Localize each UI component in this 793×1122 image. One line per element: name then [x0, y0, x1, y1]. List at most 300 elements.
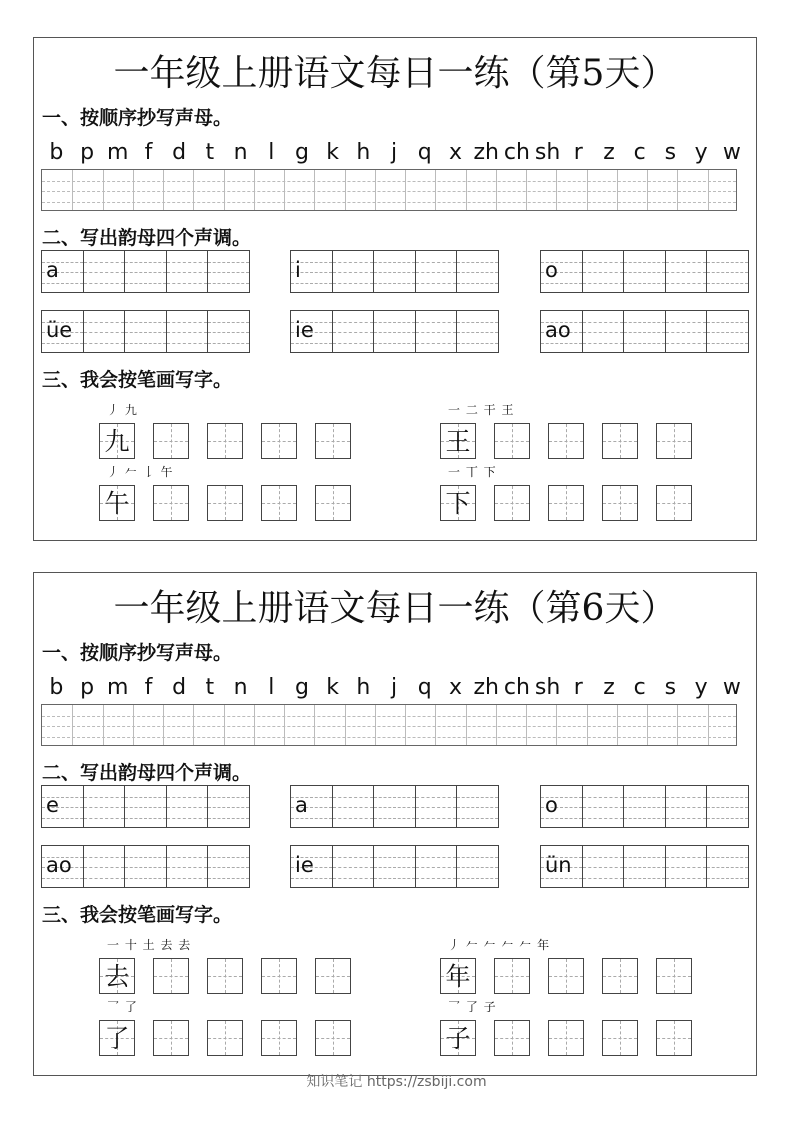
- grid-column-line: [345, 170, 346, 210]
- grid-column-line: [375, 170, 376, 210]
- grid-column-line: [224, 170, 225, 210]
- cell-guide-line: [416, 857, 457, 858]
- tone-writing-cell[interactable]: [541, 846, 582, 887]
- cell-guide-line: [333, 283, 374, 284]
- cell-guide-line: [125, 867, 166, 868]
- grid-column-line: [587, 170, 588, 210]
- box-guide-vertical: [512, 486, 513, 520]
- tone-writing-cell[interactable]: [83, 251, 125, 292]
- practice-character-box[interactable]: [494, 1020, 530, 1056]
- cell-guide-line: [707, 262, 748, 263]
- grid-column-line: [133, 170, 134, 210]
- practice-character-box[interactable]: [261, 1020, 297, 1056]
- initials-row: [41, 673, 747, 703]
- cell-guide-line: [666, 343, 707, 344]
- practice-character-box[interactable]: [153, 423, 189, 459]
- box-guide-vertical: [512, 424, 513, 458]
- grid-column-line: [526, 170, 527, 210]
- cell-guide-line: [457, 878, 498, 879]
- grid-column-line: [72, 170, 73, 210]
- cell-guide-line: [333, 797, 374, 798]
- cell-guide-line: [707, 857, 748, 858]
- stroke-order-sequence: 丿 𠂉 𠄌 午: [107, 465, 174, 479]
- cell-guide-line: [416, 262, 457, 263]
- initial-letter: g: [294, 140, 309, 165]
- vowel-label: o: [545, 793, 558, 817]
- vowel-tone-box[interactable]: [290, 785, 499, 828]
- grid-column-line: [193, 170, 194, 210]
- grid-guide-line: [42, 191, 736, 192]
- box-guide-vertical: [279, 1021, 280, 1055]
- section-heading-stroke-writing: 三、我会按笔画写字。: [42, 904, 233, 926]
- cell-guide-line: [208, 807, 249, 808]
- cell-guide-line: [457, 283, 498, 284]
- cell-guide-line: [666, 283, 707, 284]
- tone-writing-cell[interactable]: [42, 251, 83, 292]
- initial-letter: n: [233, 140, 248, 165]
- tone-writing-cell[interactable]: [665, 786, 707, 827]
- grid-column-line: [677, 705, 678, 745]
- vowel-tone-box[interactable]: [540, 250, 749, 293]
- box-guide-vertical: [512, 1021, 513, 1055]
- cell-guide-line: [84, 867, 125, 868]
- grid-column-line: [435, 705, 436, 745]
- practice-character-box[interactable]: [602, 1020, 638, 1056]
- cell-guide-line: [583, 322, 624, 323]
- cell-guide-line: [707, 322, 748, 323]
- cell-guide-line: [416, 272, 457, 273]
- initial-letter: r: [573, 675, 583, 700]
- practice-character-box[interactable]: [494, 958, 530, 994]
- tone-writing-cell[interactable]: [582, 786, 624, 827]
- tone-writing-cell[interactable]: [541, 311, 582, 352]
- grid-column-line: [103, 705, 104, 745]
- tone-writing-cell[interactable]: [83, 786, 125, 827]
- cell-guide-line: [167, 818, 208, 819]
- practice-character-box[interactable]: [153, 1020, 189, 1056]
- cell-guide-line: [457, 857, 498, 858]
- tone-writing-cell[interactable]: [166, 846, 208, 887]
- cell-guide-line: [416, 332, 457, 333]
- cell-guide-line: [167, 867, 208, 868]
- cell-guide-line: [707, 867, 748, 868]
- practice-character-box[interactable]: [153, 958, 189, 994]
- tone-writing-cell[interactable]: [332, 846, 374, 887]
- initial-letter: b: [49, 675, 64, 700]
- tone-writing-cell[interactable]: [623, 786, 665, 827]
- cell-guide-line: [583, 857, 624, 858]
- initial-letter: y: [694, 675, 708, 700]
- cell-guide-line: [167, 332, 208, 333]
- cell-guide-line: [416, 322, 457, 323]
- initial-letter: h: [356, 140, 371, 165]
- practice-character-box[interactable]: [656, 1020, 692, 1056]
- box-guide-vertical: [566, 959, 567, 993]
- vowel-label: ie: [295, 318, 314, 342]
- cell-guide-line: [125, 332, 166, 333]
- grid-column-line: [466, 170, 467, 210]
- grid-column-line: [163, 705, 164, 745]
- tone-writing-cell[interactable]: [332, 311, 374, 352]
- tone-writing-cell[interactable]: [291, 311, 332, 352]
- practice-character-box[interactable]: [207, 1020, 243, 1056]
- grid-guide-line: [42, 726, 736, 727]
- vowel-tone-box[interactable]: [41, 785, 250, 828]
- cell-guide-line: [125, 807, 166, 808]
- box-guide-vertical: [333, 1021, 334, 1055]
- tone-writing-cell[interactable]: [373, 251, 415, 292]
- vowel-tone-box[interactable]: [41, 310, 250, 353]
- initial-letter: l: [268, 140, 275, 165]
- tone-writing-cell[interactable]: [291, 251, 332, 292]
- cell-guide-line: [457, 332, 498, 333]
- tone-writing-cell[interactable]: [124, 786, 166, 827]
- cell-guide-line: [583, 272, 624, 273]
- cell-guide-line: [416, 797, 457, 798]
- box-guide-vertical: [674, 486, 675, 520]
- practice-character-box[interactable]: [315, 1020, 351, 1056]
- tone-writing-cell[interactable]: [582, 846, 624, 887]
- box-guide-vertical: [566, 424, 567, 458]
- cell-guide-line: [333, 272, 374, 273]
- grid-column-line: [284, 705, 285, 745]
- cell-guide-line: [333, 262, 374, 263]
- initial-letter: p: [80, 140, 95, 165]
- initial-letter: z: [603, 675, 615, 700]
- box-guide-vertical: [512, 959, 513, 993]
- box-guide-vertical: [566, 486, 567, 520]
- tone-writing-cell[interactable]: [42, 311, 83, 352]
- box-guide-vertical: [171, 486, 172, 520]
- initial-letter: l: [268, 675, 275, 700]
- tone-writing-cell[interactable]: [124, 311, 166, 352]
- box-guide-vertical: [620, 486, 621, 520]
- tone-writing-cell[interactable]: [623, 311, 665, 352]
- vowel-tone-box[interactable]: [540, 310, 749, 353]
- practice-character-box[interactable]: [261, 958, 297, 994]
- practice-character-box[interactable]: [207, 958, 243, 994]
- cell-guide-line: [333, 343, 374, 344]
- cell-guide-line: [125, 818, 166, 819]
- practice-character-box[interactable]: [602, 485, 638, 521]
- cell-guide-line: [416, 818, 457, 819]
- grid-column-line: [133, 705, 134, 745]
- model-character: 年: [445, 962, 471, 991]
- cell-guide-line: [624, 343, 665, 344]
- practice-character-box[interactable]: [656, 485, 692, 521]
- tone-writing-cell[interactable]: [207, 251, 249, 292]
- grid-column-line: [345, 705, 346, 745]
- tone-writing-cell[interactable]: [665, 251, 707, 292]
- cell-guide-line: [707, 332, 748, 333]
- initial-letter: m: [107, 675, 129, 700]
- vowel-label: o: [545, 258, 558, 282]
- cell-guide-line: [333, 867, 374, 868]
- tone-writing-cell[interactable]: [415, 311, 457, 352]
- footer-watermark: 知识笔记 https://zsbiji.com: [306, 1074, 487, 1090]
- stroke-order-sequence: 丿 𠂉 𠂉 𠂉 𠂉 年: [448, 938, 551, 952]
- practice-character-box[interactable]: [207, 423, 243, 459]
- grid-column-line: [617, 705, 618, 745]
- tone-writing-cell[interactable]: [291, 786, 332, 827]
- cell-guide-line: [666, 878, 707, 879]
- cell-guide-line: [457, 818, 498, 819]
- cell-guide-line: [624, 283, 665, 284]
- tone-writing-cell[interactable]: [124, 251, 166, 292]
- grid-column-line: [466, 705, 467, 745]
- cell-guide-line: [374, 878, 415, 879]
- cell-guide-line: [624, 272, 665, 273]
- cell-guide-line: [84, 878, 125, 879]
- cell-guide-line: [457, 797, 498, 798]
- tone-writing-cell[interactable]: [42, 846, 83, 887]
- grid-column-line: [163, 170, 164, 210]
- cell-guide-line: [707, 807, 748, 808]
- tone-writing-cell[interactable]: [706, 251, 748, 292]
- box-guide-vertical: [566, 1021, 567, 1055]
- cell-guide-line: [333, 807, 374, 808]
- cell-guide-line: [125, 262, 166, 263]
- cell-guide-line: [707, 283, 748, 284]
- box-guide-vertical: [279, 486, 280, 520]
- initials-copy-grid[interactable]: [41, 704, 737, 746]
- cell-guide-line: [666, 322, 707, 323]
- vowel-label: ie: [295, 853, 314, 877]
- initial-letter: w: [722, 140, 741, 165]
- model-character-box: [440, 1020, 476, 1056]
- initial-letter: p: [80, 675, 95, 700]
- cell-guide-line: [374, 807, 415, 808]
- initial-letter: n: [233, 675, 248, 700]
- initial-letter: q: [417, 675, 432, 700]
- tone-writing-cell[interactable]: [124, 846, 166, 887]
- grid-column-line: [677, 170, 678, 210]
- vowel-tone-box[interactable]: [41, 845, 250, 888]
- practice-character-box[interactable]: [602, 958, 638, 994]
- vowel-label: i: [295, 258, 301, 282]
- initial-letter: g: [294, 675, 309, 700]
- tone-writing-cell[interactable]: [706, 786, 748, 827]
- grid-guide-line: [42, 202, 736, 203]
- tone-writing-cell[interactable]: [706, 846, 748, 887]
- grid-column-line: [405, 170, 406, 210]
- section-heading-vowel-tones: 二、写出韵母四个声调。: [42, 762, 252, 784]
- cell-guide-line: [84, 343, 125, 344]
- initial-letter: y: [694, 140, 708, 165]
- cell-guide-line: [333, 878, 374, 879]
- cell-guide-line: [666, 818, 707, 819]
- tone-writing-cell[interactable]: [623, 251, 665, 292]
- tone-writing-cell[interactable]: [207, 846, 249, 887]
- initial-letter: k: [326, 675, 340, 700]
- cell-guide-line: [374, 283, 415, 284]
- practice-character-box[interactable]: [602, 423, 638, 459]
- section-heading-vowel-tones: 二、写出韵母四个声调。: [42, 227, 252, 249]
- vowel-label: ao: [545, 318, 571, 342]
- box-guide-vertical: [674, 424, 675, 458]
- box-guide-vertical: [333, 486, 334, 520]
- tone-writing-cell[interactable]: [166, 251, 208, 292]
- cell-guide-line: [208, 272, 249, 273]
- practice-character-box[interactable]: [656, 423, 692, 459]
- cell-guide-line: [167, 857, 208, 858]
- tone-writing-cell[interactable]: [706, 311, 748, 352]
- grid-column-line: [314, 705, 315, 745]
- tone-writing-cell[interactable]: [665, 846, 707, 887]
- tone-writing-cell[interactable]: [665, 311, 707, 352]
- initial-letter: k: [326, 140, 340, 165]
- cell-guide-line: [167, 262, 208, 263]
- tone-writing-cell[interactable]: [415, 846, 457, 887]
- practice-character-box[interactable]: [548, 958, 584, 994]
- cell-guide-line: [208, 332, 249, 333]
- model-character: 了: [104, 1024, 130, 1053]
- grid-column-line: [103, 170, 104, 210]
- tone-writing-cell[interactable]: [83, 846, 125, 887]
- cell-guide-line: [457, 867, 498, 868]
- cell-guide-line: [167, 878, 208, 879]
- grid-column-line: [224, 705, 225, 745]
- initial-letter: sh: [534, 140, 561, 165]
- box-guide-vertical: [333, 424, 334, 458]
- practice-character-box[interactable]: [494, 423, 530, 459]
- grid-guide-line: [42, 737, 736, 738]
- initial-letter: w: [722, 675, 741, 700]
- worksheet-title: 一年级上册语文每日一练（第6天）: [113, 588, 677, 629]
- practice-character-box[interactable]: [207, 485, 243, 521]
- tone-writing-cell[interactable]: [207, 786, 249, 827]
- practice-character-box[interactable]: [261, 423, 297, 459]
- cell-guide-line: [167, 322, 208, 323]
- initial-letter: q: [417, 140, 432, 165]
- cell-guide-line: [624, 867, 665, 868]
- tone-writing-cell[interactable]: [332, 786, 374, 827]
- initial-letter: h: [356, 675, 371, 700]
- tone-writing-cell[interactable]: [83, 311, 125, 352]
- tone-writing-cell[interactable]: [373, 311, 415, 352]
- grid-column-line: [647, 170, 648, 210]
- cell-guide-line: [374, 262, 415, 263]
- vowel-label: ao: [46, 853, 72, 877]
- grid-guide-line: [42, 181, 736, 182]
- vowel-tone-box[interactable]: [540, 785, 749, 828]
- vowel-tone-box[interactable]: [540, 845, 749, 888]
- cell-guide-line: [84, 322, 125, 323]
- cell-guide-line: [624, 322, 665, 323]
- practice-character-box[interactable]: [656, 958, 692, 994]
- cell-guide-line: [624, 878, 665, 879]
- vowel-tone-box[interactable]: [41, 250, 250, 293]
- grid-column-line: [72, 705, 73, 745]
- cell-guide-line: [374, 818, 415, 819]
- tone-writing-cell[interactable]: [291, 846, 332, 887]
- model-character: 下: [445, 489, 471, 518]
- model-character: 午: [104, 489, 130, 518]
- tone-writing-cell[interactable]: [166, 786, 208, 827]
- tone-writing-cell[interactable]: [582, 311, 624, 352]
- practice-character-box[interactable]: [548, 485, 584, 521]
- cell-guide-line: [416, 283, 457, 284]
- tone-writing-cell[interactable]: [42, 786, 83, 827]
- grid-column-line: [254, 705, 255, 745]
- vowel-tone-box[interactable]: [290, 845, 499, 888]
- cell-guide-line: [666, 807, 707, 808]
- section-heading-copy-initials: 一、按顺序抄写声母。: [42, 642, 233, 664]
- tone-writing-cell[interactable]: [415, 786, 457, 827]
- tone-writing-cell[interactable]: [582, 251, 624, 292]
- tone-writing-cell[interactable]: [415, 251, 457, 292]
- vowel-tone-box[interactable]: [290, 250, 499, 293]
- practice-character-box[interactable]: [548, 1020, 584, 1056]
- model-character-box: [99, 485, 135, 521]
- initials-copy-grid[interactable]: [41, 169, 737, 211]
- tone-writing-cell[interactable]: [207, 311, 249, 352]
- cell-guide-line: [666, 857, 707, 858]
- practice-character-box[interactable]: [261, 485, 297, 521]
- initial-letter: c: [633, 675, 646, 700]
- cell-guide-line: [583, 332, 624, 333]
- tone-writing-cell[interactable]: [456, 311, 498, 352]
- cell-guide-line: [84, 797, 125, 798]
- cell-guide-line: [707, 797, 748, 798]
- practice-character-box[interactable]: [153, 485, 189, 521]
- initial-letter: m: [107, 140, 129, 165]
- box-guide-vertical: [225, 1021, 226, 1055]
- cell-guide-line: [374, 272, 415, 273]
- box-guide-vertical: [171, 1021, 172, 1055]
- cell-guide-line: [707, 272, 748, 273]
- tone-writing-cell[interactable]: [623, 846, 665, 887]
- initial-letter: f: [144, 140, 153, 165]
- tone-writing-cell[interactable]: [373, 846, 415, 887]
- cell-guide-line: [84, 818, 125, 819]
- grid-column-line: [435, 170, 436, 210]
- initial-letter: r: [573, 140, 583, 165]
- practice-character-box[interactable]: [548, 423, 584, 459]
- tone-writing-cell[interactable]: [166, 311, 208, 352]
- practice-character-box[interactable]: [494, 485, 530, 521]
- tone-writing-cell[interactable]: [456, 786, 498, 827]
- model-character-box: [440, 423, 476, 459]
- tone-writing-cell[interactable]: [456, 251, 498, 292]
- initial-letter: d: [172, 140, 187, 165]
- practice-character-box[interactable]: [315, 423, 351, 459]
- initial-letter: j: [391, 675, 398, 700]
- tone-writing-cell[interactable]: [456, 846, 498, 887]
- practice-character-box[interactable]: [315, 485, 351, 521]
- grid-column-line: [556, 705, 557, 745]
- cell-guide-line: [624, 797, 665, 798]
- cell-guide-line: [457, 262, 498, 263]
- initial-letter: z: [603, 140, 615, 165]
- practice-character-box[interactable]: [315, 958, 351, 994]
- initial-letter: t: [205, 140, 215, 165]
- grid-column-line: [284, 170, 285, 210]
- box-guide-vertical: [279, 959, 280, 993]
- model-character-box: [99, 958, 135, 994]
- tone-writing-cell[interactable]: [541, 251, 582, 292]
- cell-guide-line: [416, 807, 457, 808]
- box-guide-vertical: [279, 424, 280, 458]
- tone-writing-cell[interactable]: [373, 786, 415, 827]
- cell-guide-line: [167, 807, 208, 808]
- cell-guide-line: [416, 867, 457, 868]
- tone-writing-cell[interactable]: [332, 251, 374, 292]
- cell-guide-line: [416, 878, 457, 879]
- cell-guide-line: [374, 322, 415, 323]
- tone-writing-cell[interactable]: [541, 786, 582, 827]
- vowel-tone-box[interactable]: [290, 310, 499, 353]
